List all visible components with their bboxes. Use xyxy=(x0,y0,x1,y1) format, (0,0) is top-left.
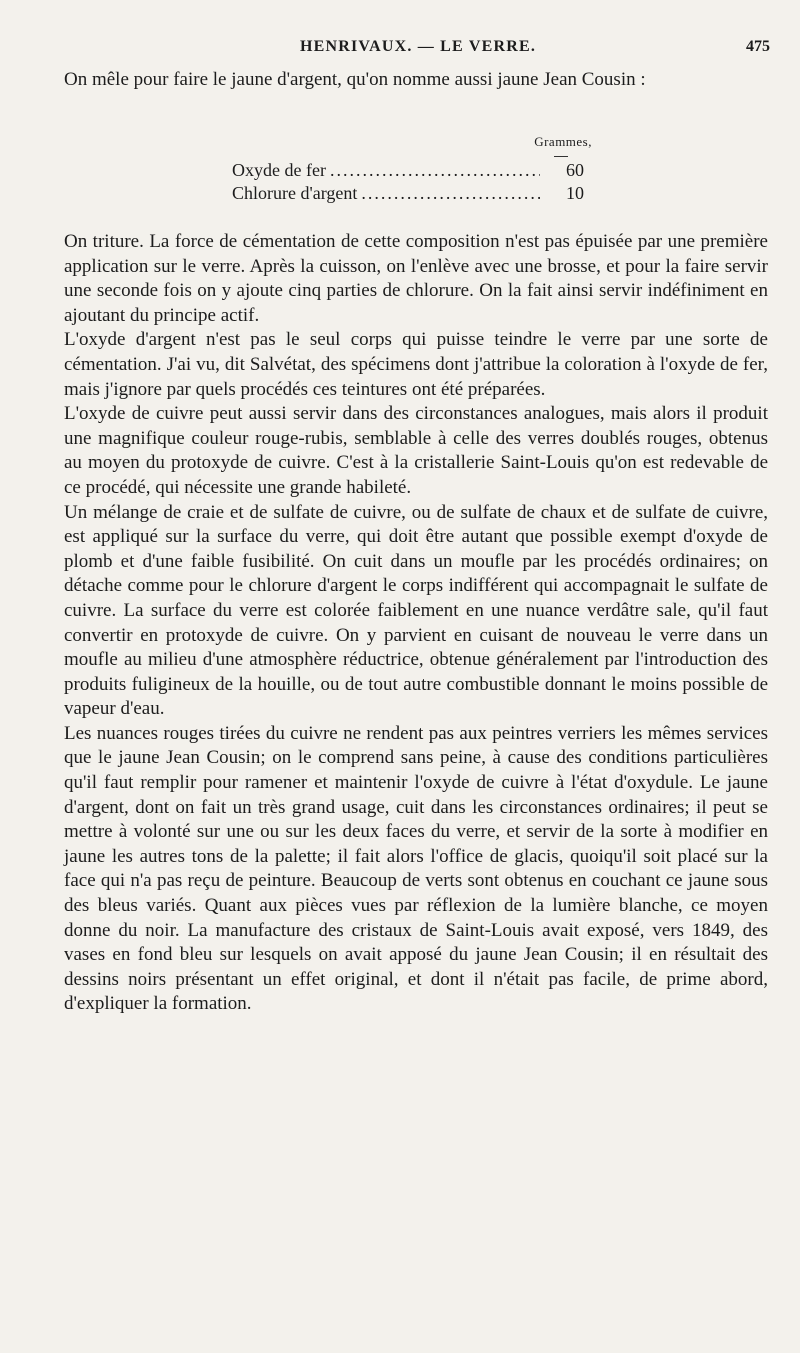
recipe-row xyxy=(232,159,592,182)
recipe-table xyxy=(232,130,592,205)
paragraph: L'oxyde de cuivre peut aussi servir dans des circonstances analogues, mais alors il produit une magnifique couleur rouge-rubis, semblable à celle des verres doublés rouges, obtenus au moyen du protoxyde de cuivre. C'est à la cristallerie Saint-Louis qu'on est redevable de ce procédé, qui nécessite une grande habileté. xyxy=(64,403,768,498)
paragraph: On triture. La force de cémentation de cette composition n'est pas épuisée par une première application sur le verre. Après la cuisson, on l'enlève avec une brosse, et pour la faire servir une seconde fois on y ajoute cinq parties de chlorure. On la fait ainsi servir indéfiniment en ajoutant du principe actif. xyxy=(64,231,768,326)
paragraph: L'oxyde d'argent n'est pas le seul corps qui puisse teindre le verre par une sorte de cémentation. J'ai vu, dit Salvétat, des spécimens dont j'attribue la coloration à l'oxyde de fer, mais j'ignore par quels procédés ces teintures ont été préparées. xyxy=(64,329,768,400)
leader-dots xyxy=(330,159,540,182)
recipe-ingredient: Chlorure d'argent xyxy=(232,183,358,203)
unit-dash xyxy=(554,156,568,157)
recipe-quantity: 10 xyxy=(566,183,584,203)
paragraph: Les nuances rouges tirées du cuivre ne rendent pas aux peintres verriers les mêmes services que le jaune Jean Cousin; on le comprend sans peine, à cause des conditions particulières qu'il faut remplir pour ramener et maintenir l'oxyde de cuivre à l'état d'oxydule. Le jaune d'argent, dont on fait un très grand usage, cuit dans les circonstances ordinaires; il peut se mettre à volonté sur une ou sur les deux faces du verre, et servir de la sorte à modifier en jaune les autres tons de la palette; il fait alors l'office de glacis, quoiqu'il soit placé sur la face qui n'a pas reçu de peinture. Beaucoup de verts sont obtenus en couchant ce jaune sous des bleus variés. Quant aux pièces vues par réflexion de la lumière blanche, ce moyen donne du noir. La manufacture des cristaux de Saint-Louis avait exposé, vers 1849, des vases en fond bleu sur lesquels on avait apposé du jaune Jean Cousin; il en résultait des dessins noirs présentant un effet original, et dont il n'était pas facile, de prime abord, d'expliquer la formation. xyxy=(64,722,768,1015)
recipe-quantity: 60 xyxy=(566,160,584,180)
leader-dots xyxy=(361,182,540,205)
main-text xyxy=(64,230,768,1017)
intro-line xyxy=(64,68,768,93)
running-head xyxy=(66,38,770,62)
recipe-ingredient: Oxyde de fer xyxy=(232,160,326,180)
intro-text: On mêle pour faire le jaune d'argent, qu'on nomme aussi jaune Jean Cousin : xyxy=(64,69,646,90)
paragraph: Un mélange de craie et de sulfate de cuivre, ou de sulfate de chaux et de sulfate de cuivre, est appliqué sur la surface du verre, qui doit être autant que possible exempt d'oxyde de plomb et d'une faible fusibilité. On cuit dans un moufle par les procédés ordinaires; on détache comme pour le chlorure d'argent le corps indifférent qui accompagnait le sulfate de cuivre. La surface du verre est colorée faiblement en une nuance verdâtre sale, qu'il faut convertir en protoxyde de cuivre. On y parvient en cuisant de nouveau le verre dans un moufle au milieu d'une atmosphère réductrice, obtenue généralement par l'introduction des produits fuligineux de la houille, ou de tout autre combustible donnant le moins possible de vapeur d'eau. xyxy=(64,501,768,720)
recipe-row xyxy=(232,182,592,205)
running-title: HENRIVAUX. — LE VERRE. xyxy=(299,38,537,55)
page-number: 475 xyxy=(746,38,770,55)
recipe-unit-header: Grammes, xyxy=(534,134,592,149)
